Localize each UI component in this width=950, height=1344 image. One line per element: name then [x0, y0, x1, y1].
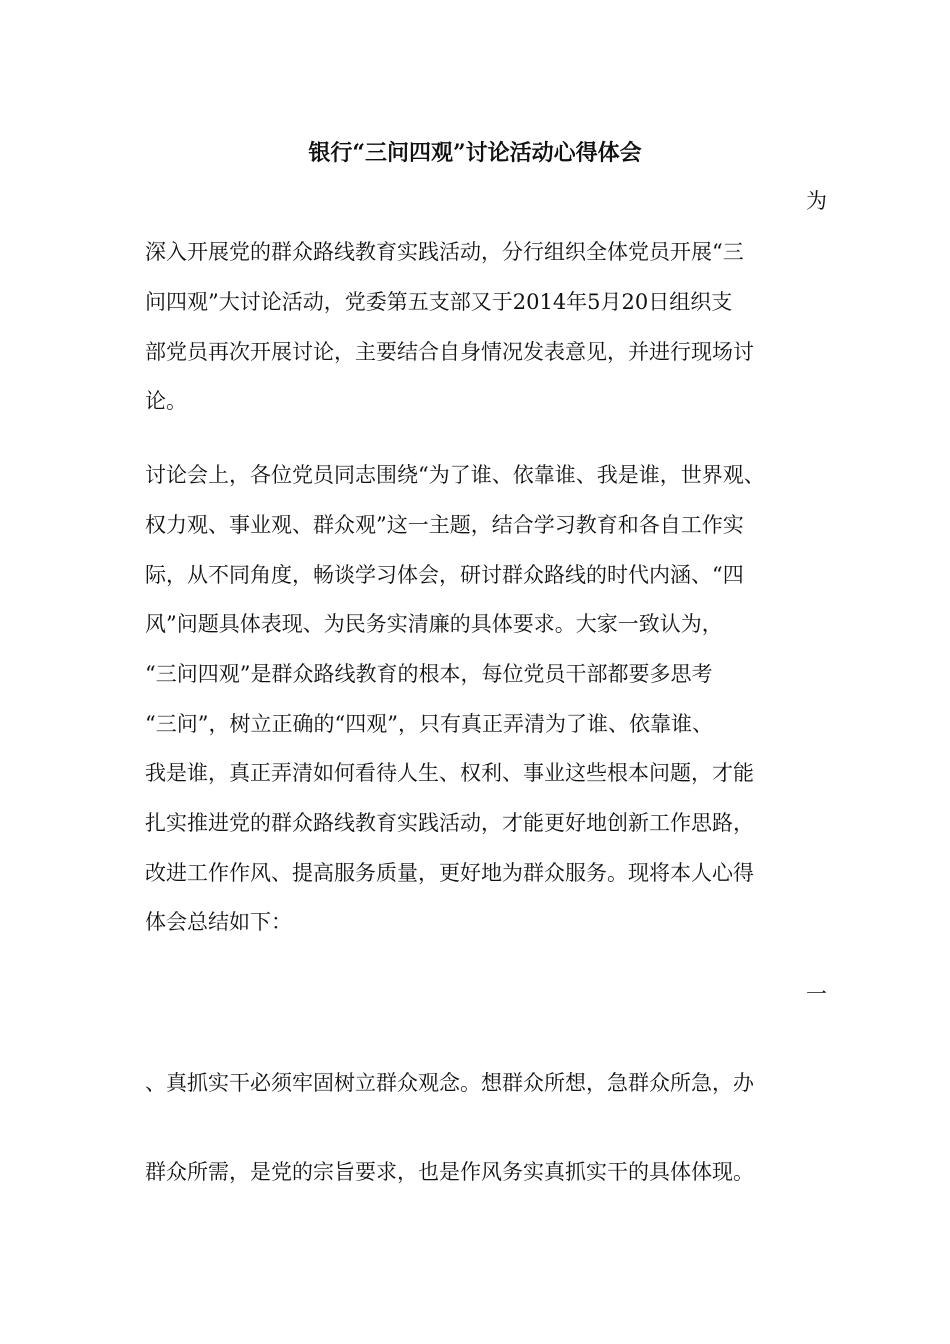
para2-line: “三问四观”是群众路线教育的根本，每位党员干部都要多思考	[145, 662, 713, 686]
para1-line: 深入开展党的群众路线教育实践活动，分行组织全体党员开展“三	[145, 240, 744, 264]
para2-line: 际，从不同角度，畅谈学习体会，研讨群众路线的时代内涵、“四	[145, 563, 744, 587]
para2-line: 我是谁，真正弄清如何看待人生、权利、事业这些根本问题，才能	[145, 761, 754, 785]
para2-line: 改进工作作风、提高服务质量，更好地为群众服务。现将本人心得	[145, 861, 754, 885]
para1-line: 论。	[145, 389, 187, 413]
para2-line: 体会总结如下：	[145, 910, 292, 934]
para2-line: “三问”，树立正确的“四观”，只有真正弄清为了谁、依靠谁、	[145, 712, 713, 736]
para3-lead-char: 一	[806, 982, 827, 1006]
para2-line: 扎实推进党的群众路线教育实践活动，才能更好地创新工作思路，	[145, 811, 754, 835]
para2-line: 权力观、事业观、群众观”这一主题，结合学习教育和各自工作实	[145, 513, 744, 537]
para3-line: 、真抓实干必须牢固树立群众观念。想群众所想，急群众所急，办	[145, 1071, 754, 1095]
para1-line: 部党员再次开展讨论，主要结合自身情况发表意见，并进行现场讨	[145, 340, 754, 364]
para2-line: 风”问题具体表现、为民务实清廉的具体要求。大家一致认为，	[145, 612, 723, 636]
para1-lead-char: 为	[806, 189, 827, 213]
para3-line: 群众所需，是党的宗旨要求，也是作风务实真抓实干的具体体现。	[145, 1160, 754, 1184]
para1-line: 问四观”大讨论活动，党委第五支部又于2014年5月20日组织支	[145, 290, 733, 314]
document-title: 银行“三问四观”讨论活动心得体会	[308, 140, 642, 166]
para2-line: 讨论会上，各位党员同志围绕“为了谁、依靠谁、我是谁，世界观、	[145, 463, 765, 487]
